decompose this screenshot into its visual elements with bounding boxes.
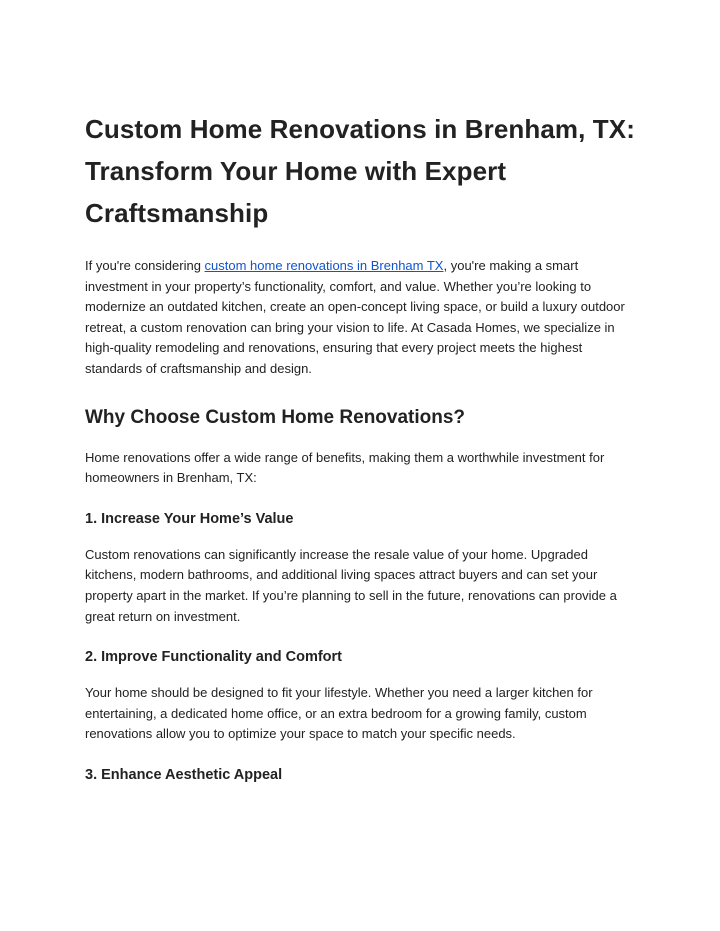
section-heading: Why Choose Custom Home Renovations? xyxy=(85,406,466,428)
intro-text-after-link: , you're making a smart investment in your property’s functionality, comfort, and value. Whether you’re looking to modernize an outdated kitchen, create an open-concept living space, or build a luxury outdoor retreat, a custom renovation can bring your vision to life. At Casada Homes, we specialize in high-quality remodeling and renovations, ensuring that every project meets the highest standards of craftsmanship and design. xyxy=(85,258,625,376)
benefit-heading-value: 1. Increase Your Home’s Value xyxy=(85,510,294,527)
section-lead-paragraph: Home renovations offer a wide range of benefits, making them a worthwhile investment for homeowners in Brenham, TX: xyxy=(85,449,605,486)
benefit-body-functionality: Your home should be designed to fit your lifestyle. Whether you need a larger kitchen for entertaining, a dedicated home office, or an extra bedroom for a growing family, custom renovations allow you to optimize your space to match your specific needs. xyxy=(85,685,593,742)
intro-text-before-link: If you're considering xyxy=(85,258,205,273)
page-title: Custom Home Renovations in Brenham, TX: Transform Your Home with Expert Craftsmanship xyxy=(85,114,635,228)
benefit-body-value: Custom renovations can significantly increase the resale value of your home. Upgraded kitchens, modern bathrooms, and additional living spaces attract buyers and can set your property apart in the market. If you’re planning to sell in the future, renovations can provide a great return on investment. xyxy=(85,546,617,624)
document-body xyxy=(85,108,635,787)
benefit-heading-aesthetic: 3. Enhance Aesthetic Appeal xyxy=(85,766,283,783)
intro-paragraph xyxy=(85,256,635,380)
renovations-link[interactable]: custom home renovations in Brenham TX xyxy=(204,258,444,273)
benefit-heading-functionality: 2. Improve Functionality and Comfort xyxy=(85,649,342,666)
